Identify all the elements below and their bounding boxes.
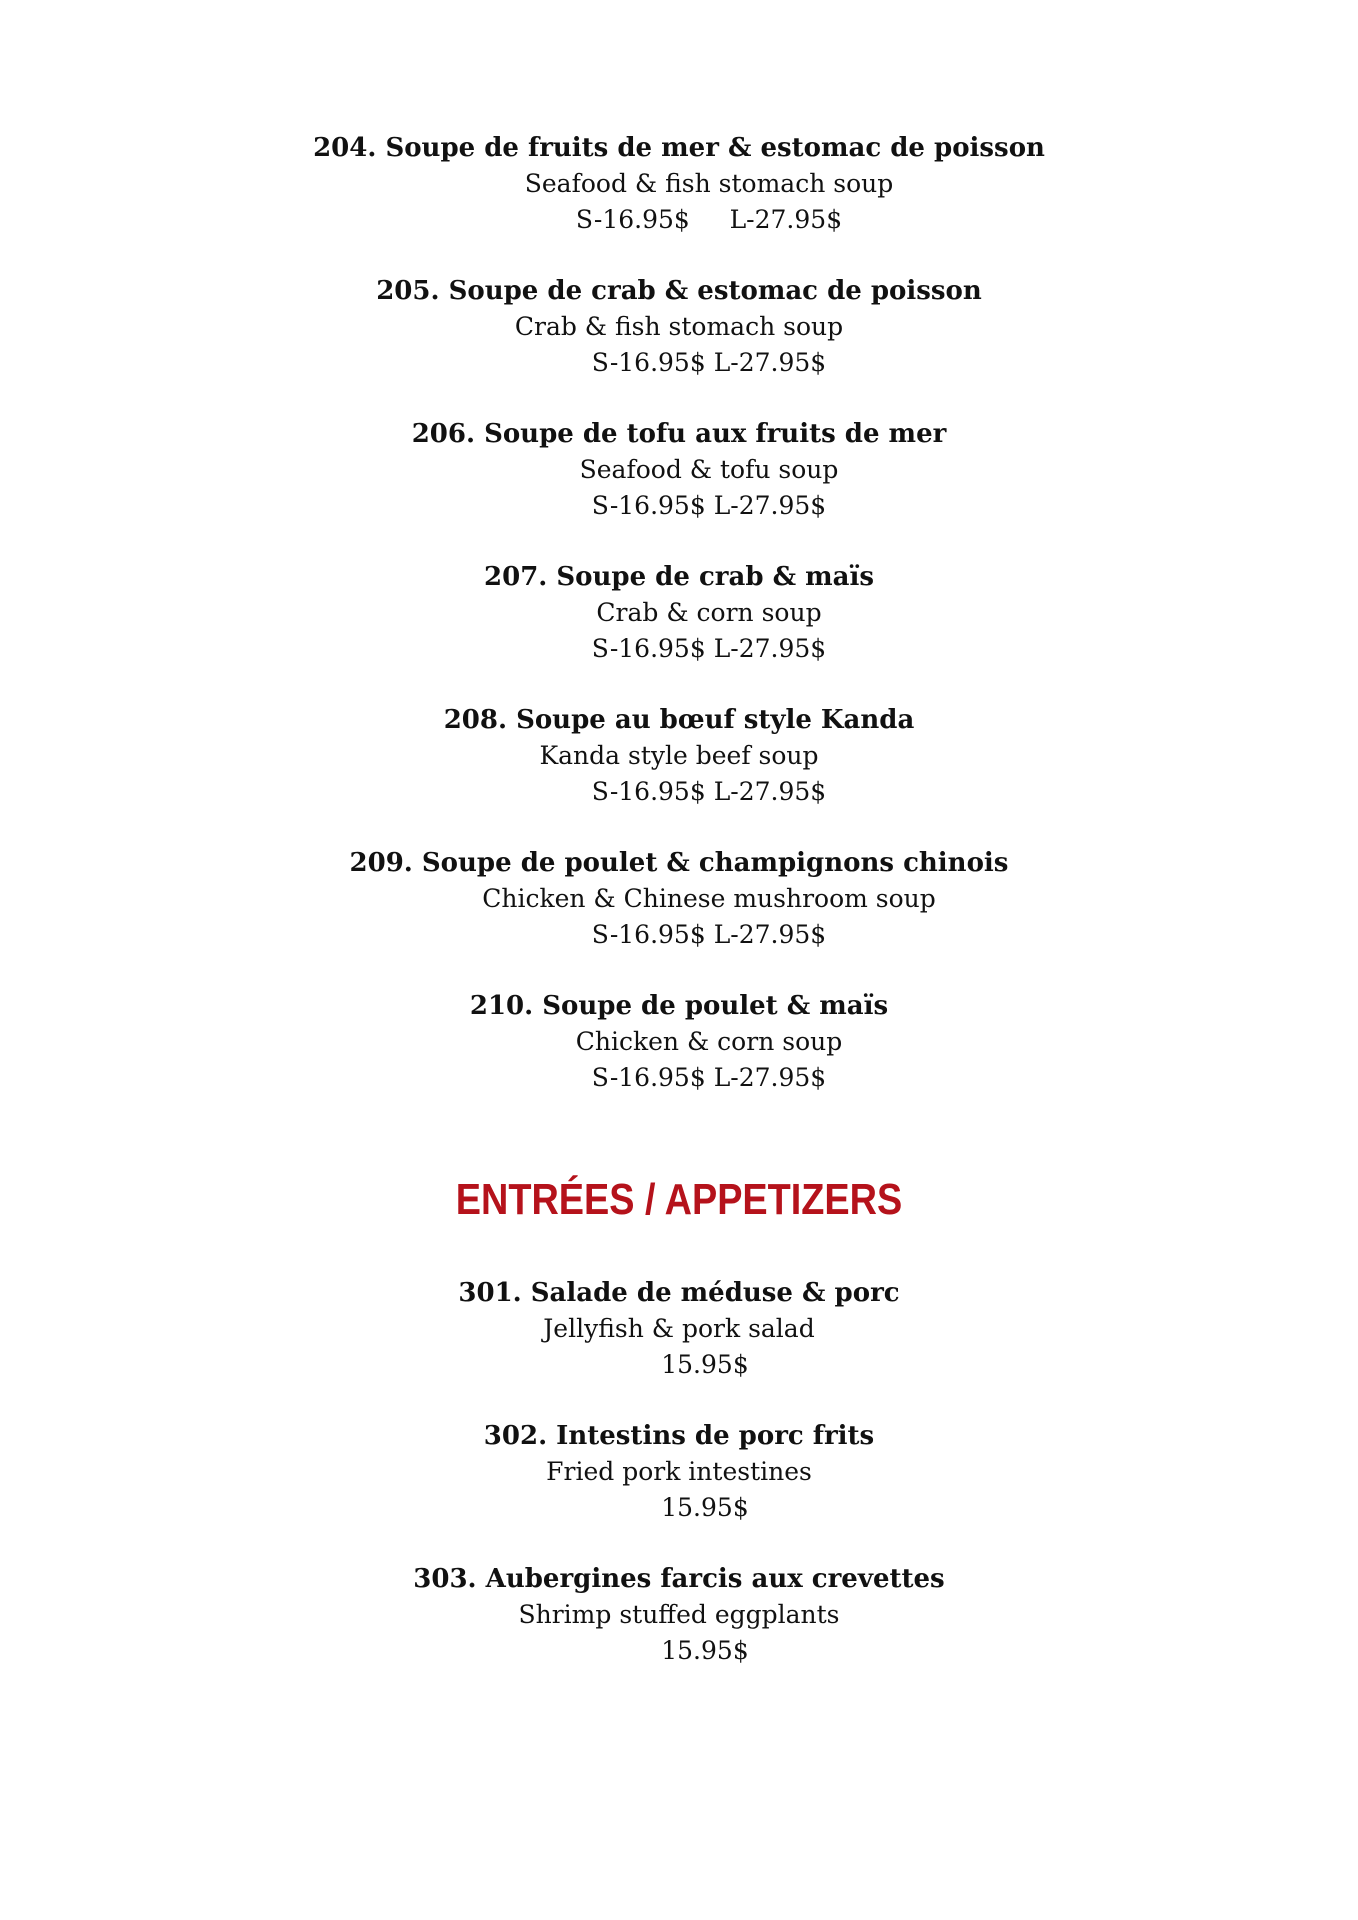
menu-item-description: Seafood & tofu soup [579, 455, 839, 484]
menu-item-price: S-16.95$ L-27.95$ [591, 491, 827, 520]
section-heading: ENTRÉES / APPETIZERS [455, 1175, 903, 1224]
menu-item-description: Fried pork intestines [546, 1457, 812, 1486]
menu-item-price: 15.95$ [661, 1350, 749, 1379]
menu-item-price: S-16.95$ L-27.95$ [591, 348, 827, 377]
menu-item-title: 303. Aubergines farcis aux crevettes [413, 1564, 945, 1594]
menu-item-title: 207. Soupe de crab & maïs [484, 562, 874, 592]
menu-item-description: Chicken & Chinese mushroom soup [482, 884, 936, 913]
menu-item-price: S-16.95$ L-27.95$ [591, 634, 827, 663]
menu-item-title: 208. Soupe au bœuf style Kanda [443, 705, 915, 735]
menu-item-description: Crab & corn soup [596, 598, 822, 627]
menu-item-title: 206. Soupe de tofu aux fruits de mer [411, 419, 947, 449]
menu-item-title: 204. Soupe de fruits de mer & estomac de poisson [313, 133, 1045, 163]
menu-item-description: Chicken & corn soup [575, 1027, 843, 1056]
menu-item-description: Jellyfish & pork salad [543, 1314, 815, 1343]
menu-item-title: 209. Soupe de poulet & champignons chinois [349, 848, 1009, 878]
menu-item-description: Crab & fish stomach soup [514, 312, 844, 341]
menu-item-title: 210. Soupe de poulet & maïs [469, 991, 889, 1021]
menu-item-description: Shrimp stuffed eggplants [518, 1600, 840, 1629]
menu-item-price: S-16.95$ L-27.95$ [591, 1063, 827, 1092]
menu-item-price: 15.95$ [661, 1493, 749, 1522]
menu-item-description: Kanda style beef soup [539, 741, 819, 770]
menu-item-price: S-16.95$ L-27.95$ [591, 920, 827, 949]
menu-item-title: 205. Soupe de crab & estomac de poisson [376, 276, 982, 306]
menu-item-price: 15.95$ [661, 1636, 749, 1665]
menu-item-price: S-16.95$ L-27.95$ [575, 205, 843, 234]
menu-item-price: S-16.95$ L-27.95$ [591, 777, 827, 806]
menu-item-title: 302. Intestins de porc frits [483, 1421, 875, 1451]
menu-item-description: Seafood & fish stomach soup [524, 169, 894, 198]
menu-item-title: 301. Salade de méduse & porc [458, 1278, 900, 1308]
